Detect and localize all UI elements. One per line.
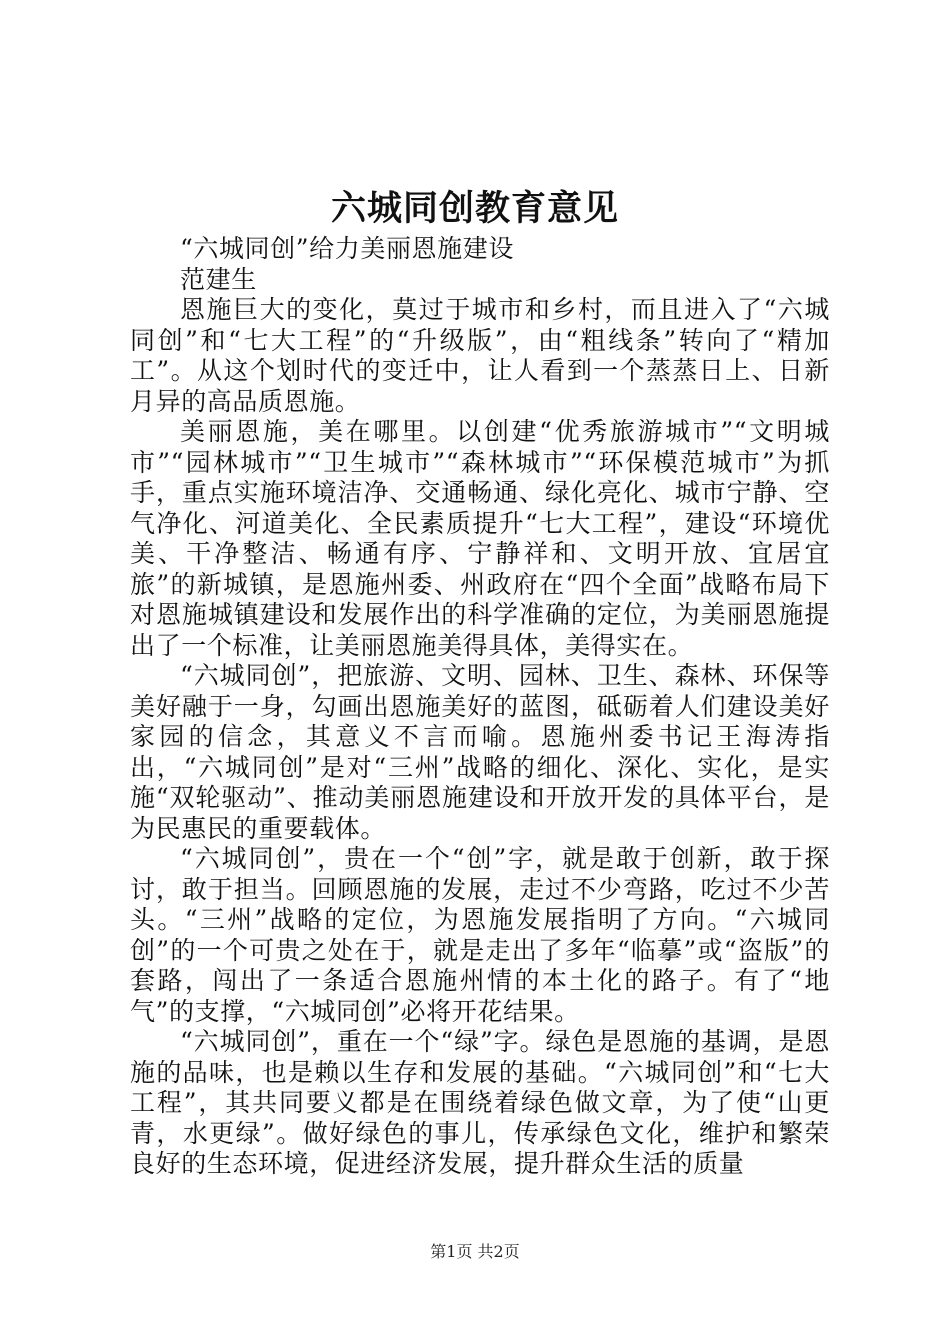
paragraph: “六城同创”，重在一个“绿”字。绿色是恩施的基调，是恩施的品味，也是赖以生存和发展的基础。“六城同创”和“七大工程”，其共同要义都是在围绕着绿色做文章，为了使“山更青，水更绿”。做好绿色的事儿，传承绿色文化，维护和繁荣良好的生态环境，促进经济发展，提升群众生活的质量: [130, 1027, 830, 1178]
author: 范建生: [180, 264, 257, 294]
paragraph: “六城同创”，把旅游、文明、园林、卫生、森林、环保等美好融于一身，勾画出恩施美好的蓝图，砥砺着人们建设美好家园的信念，其意义不言而喻。恩施州委书记王海涛指出，“六城同创”是对“三州”战略的细化、深化、实化，是实施“双轮驱动”、推动美丽恩施建设和开放开发的具体平台，是为民惠民的重要载体。: [130, 661, 830, 843]
subtitle: “六城同创”给力美丽恩施建设: [180, 234, 514, 263]
document-title: 六城同创教育意见: [330, 188, 619, 229]
document-body: [130, 234, 830, 1180]
paragraph: 美丽恩施，美在哪里。以创建“优秀旅游城市”“文明城市”“园林城市”“卫生城市”“森林城市”“环保模范城市”为抓手，重点实施环境洁净、交通畅通、绿化亮化、城市宁静、空气净化、河道美化、全民素质提升“七大工程”，建设“环境优美、干净整洁、畅通有序、宁静祥和、文明开放、宜居宜旅”的新城镇，是恩施州委、州政府在“四个全面”战略布局下对恩施城镇建设和发展作出的科学准确的定位，为美丽恩施提出了一个标准，让美丽恩施美得具体，美得实在。: [130, 417, 830, 660]
page-number-footer: 第1页 共2页: [430, 1242, 520, 1261]
paragraph: “六城同创”，贵在一个“创”字，就是敢于创新，敢于探讨，敢于担当。回顾恩施的发展，走过不少弯路，吃过不少苦头。“三州”战略的定位，为恩施发展指明了方向。“六城同创”的一个可贵之处在于，就是走出了多年“临摹”或“盗版”的套路，闯出了一条适合恩施州情的本土化的路子。有了“地气”的支撑，“六城同创”必将开花结果。: [130, 844, 830, 1026]
paragraph: 恩施巨大的变化，莫过于城市和乡村，而且进入了“六城同创”和“七大工程”的“升级版”，由“粗线条”转向了“精加工”。从这个划时代的变迁中，让人看到一个蒸蒸日上、日新月异的高品质恩施。: [130, 295, 830, 416]
